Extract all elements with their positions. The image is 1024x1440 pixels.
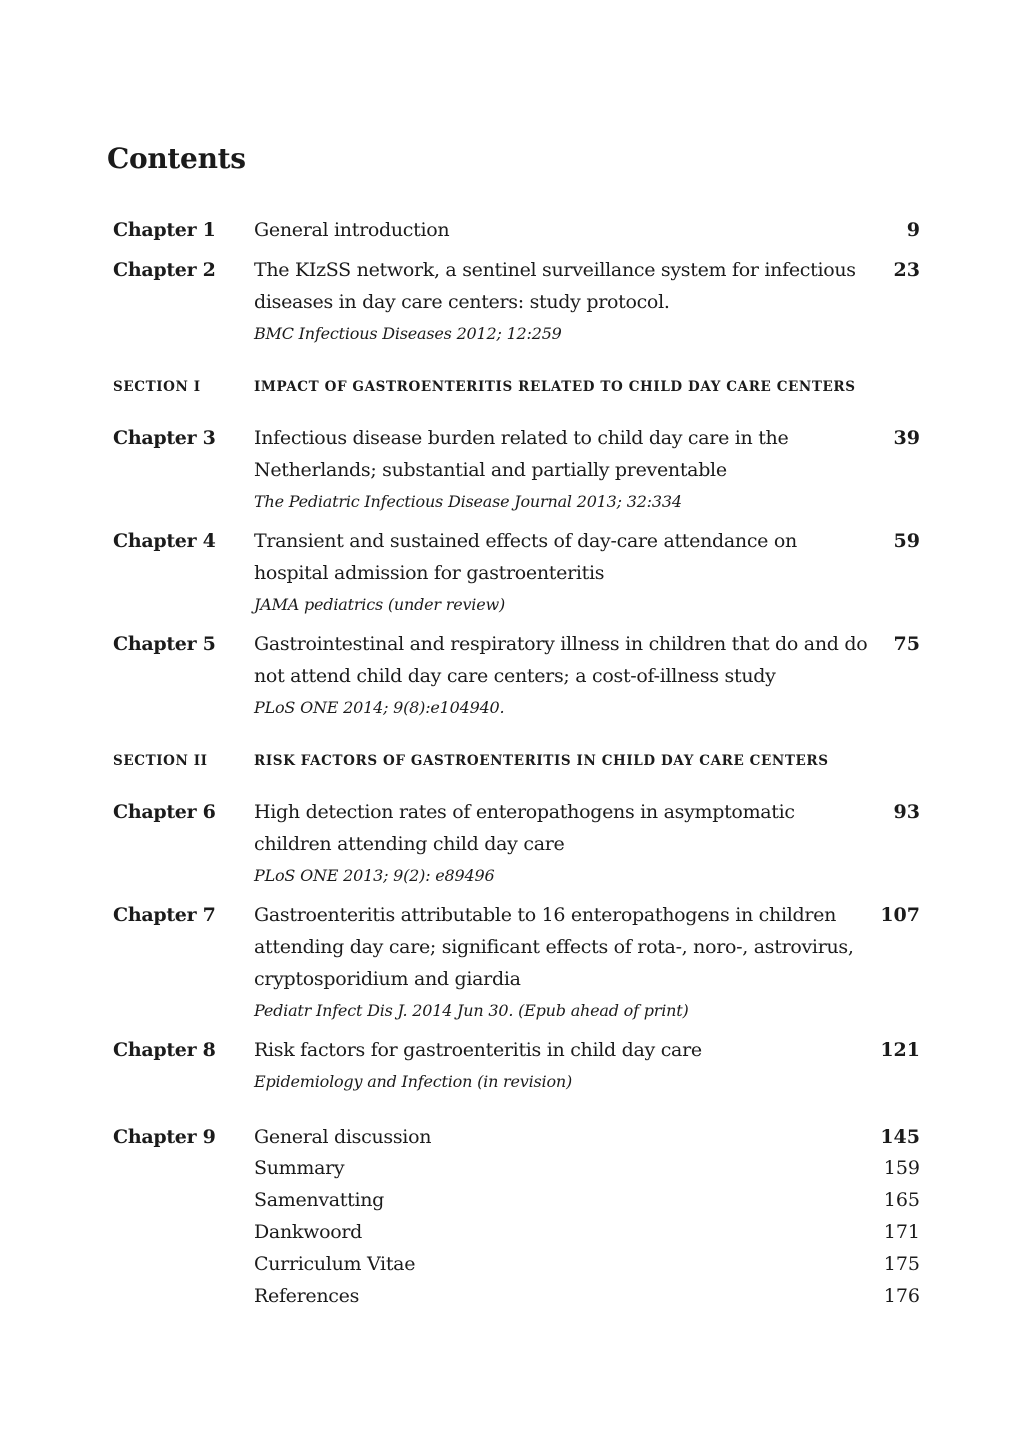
chapter-label: Chapter 5: [113, 633, 216, 655]
chapter-label: Chapter 4: [113, 530, 216, 552]
page-number: 175: [883, 1253, 920, 1275]
section-title: IMPACT OF GASTROENTERITIS RELATED TO CHILD DAY CARE CENTERS: [254, 379, 856, 395]
chapter-label: Chapter 7: [113, 904, 216, 926]
chapter-label: Chapter 6: [113, 801, 216, 823]
chapter-title: General introduction: [254, 219, 450, 241]
chapter-label: Chapter 8: [113, 1039, 216, 1061]
page-number: 59: [893, 530, 920, 552]
page-number: 9: [906, 219, 920, 241]
publication-source: Pediatr Infect Dis J. 2014 Jun 30. (Epub ahead of print): [254, 1001, 689, 1020]
entry-title: Dankwoord: [254, 1221, 362, 1243]
page-number: 39: [893, 427, 920, 449]
entry-title: References: [254, 1285, 360, 1307]
chapter-label: Chapter 3: [113, 427, 216, 449]
chapter-title: Gastrointestinal and respiratory illness in children that do and do not attend child day care centers; a cost-of-illness study: [254, 633, 868, 687]
publication-source: Epidemiology and Infection (in revision): [254, 1072, 573, 1091]
chapter-label: Chapter 2: [113, 259, 216, 281]
page-title: Contents: [107, 142, 246, 175]
chapter-title: High detection rates of enteropathogens in asymptomatic children attending child day care: [254, 801, 795, 855]
page-number: 171: [883, 1221, 920, 1243]
page-number: 145: [880, 1126, 920, 1148]
chapter-title: Infectious disease burden related to child day care in the Netherlands; substantial and partially preventable: [254, 427, 789, 481]
chapter-title: Risk factors for gastroenteritis in child day care: [254, 1039, 702, 1061]
chapter-title: General discussion: [254, 1126, 432, 1148]
publication-source: The Pediatric Infectious Disease Journal 2013; 32:334: [254, 492, 682, 511]
chapter-title: The KIzSS network, a sentinel surveillance system for infectious diseases in day care centers: study protocol.: [254, 259, 856, 313]
publication-source: JAMA pediatrics (under review): [254, 595, 506, 614]
page-number: 176: [883, 1285, 920, 1307]
entry-title: Summary: [254, 1157, 345, 1179]
chapter-label: Chapter 1: [113, 219, 216, 241]
page-number: 165: [883, 1189, 920, 1211]
publication-source: PLoS ONE 2013; 9(2): e89496: [254, 866, 495, 885]
publication-source: BMC Infectious Diseases 2012; 12:259: [254, 324, 562, 343]
page-number: 121: [880, 1039, 920, 1061]
chapter-title: Transient and sustained effects of day-care attendance on hospital admission for gastroenteritis: [254, 530, 797, 584]
publication-source: PLoS ONE 2014; 9(8):e104940.: [254, 698, 505, 717]
section-title: RISK FACTORS OF GASTROENTERITIS IN CHILD DAY CARE CENTERS: [254, 753, 829, 769]
page-number: 107: [880, 904, 920, 926]
section-label: SECTION II: [113, 753, 208, 769]
page-number: 93: [893, 801, 920, 823]
page-number: 23: [893, 259, 920, 281]
chapter-label: Chapter 9: [113, 1126, 216, 1148]
section-label: SECTION I: [113, 379, 201, 395]
entry-title: Curriculum Vitae: [254, 1253, 416, 1275]
chapter-title: Gastroenteritis attributable to 16 enteropathogens in children attending day care; significant effects of rota-, noro-, astrovirus, cryptosporidium and giardia: [254, 904, 854, 990]
page-number: 159: [883, 1157, 920, 1179]
entry-title: Samenvatting: [254, 1189, 385, 1211]
page-number: 75: [893, 633, 920, 655]
